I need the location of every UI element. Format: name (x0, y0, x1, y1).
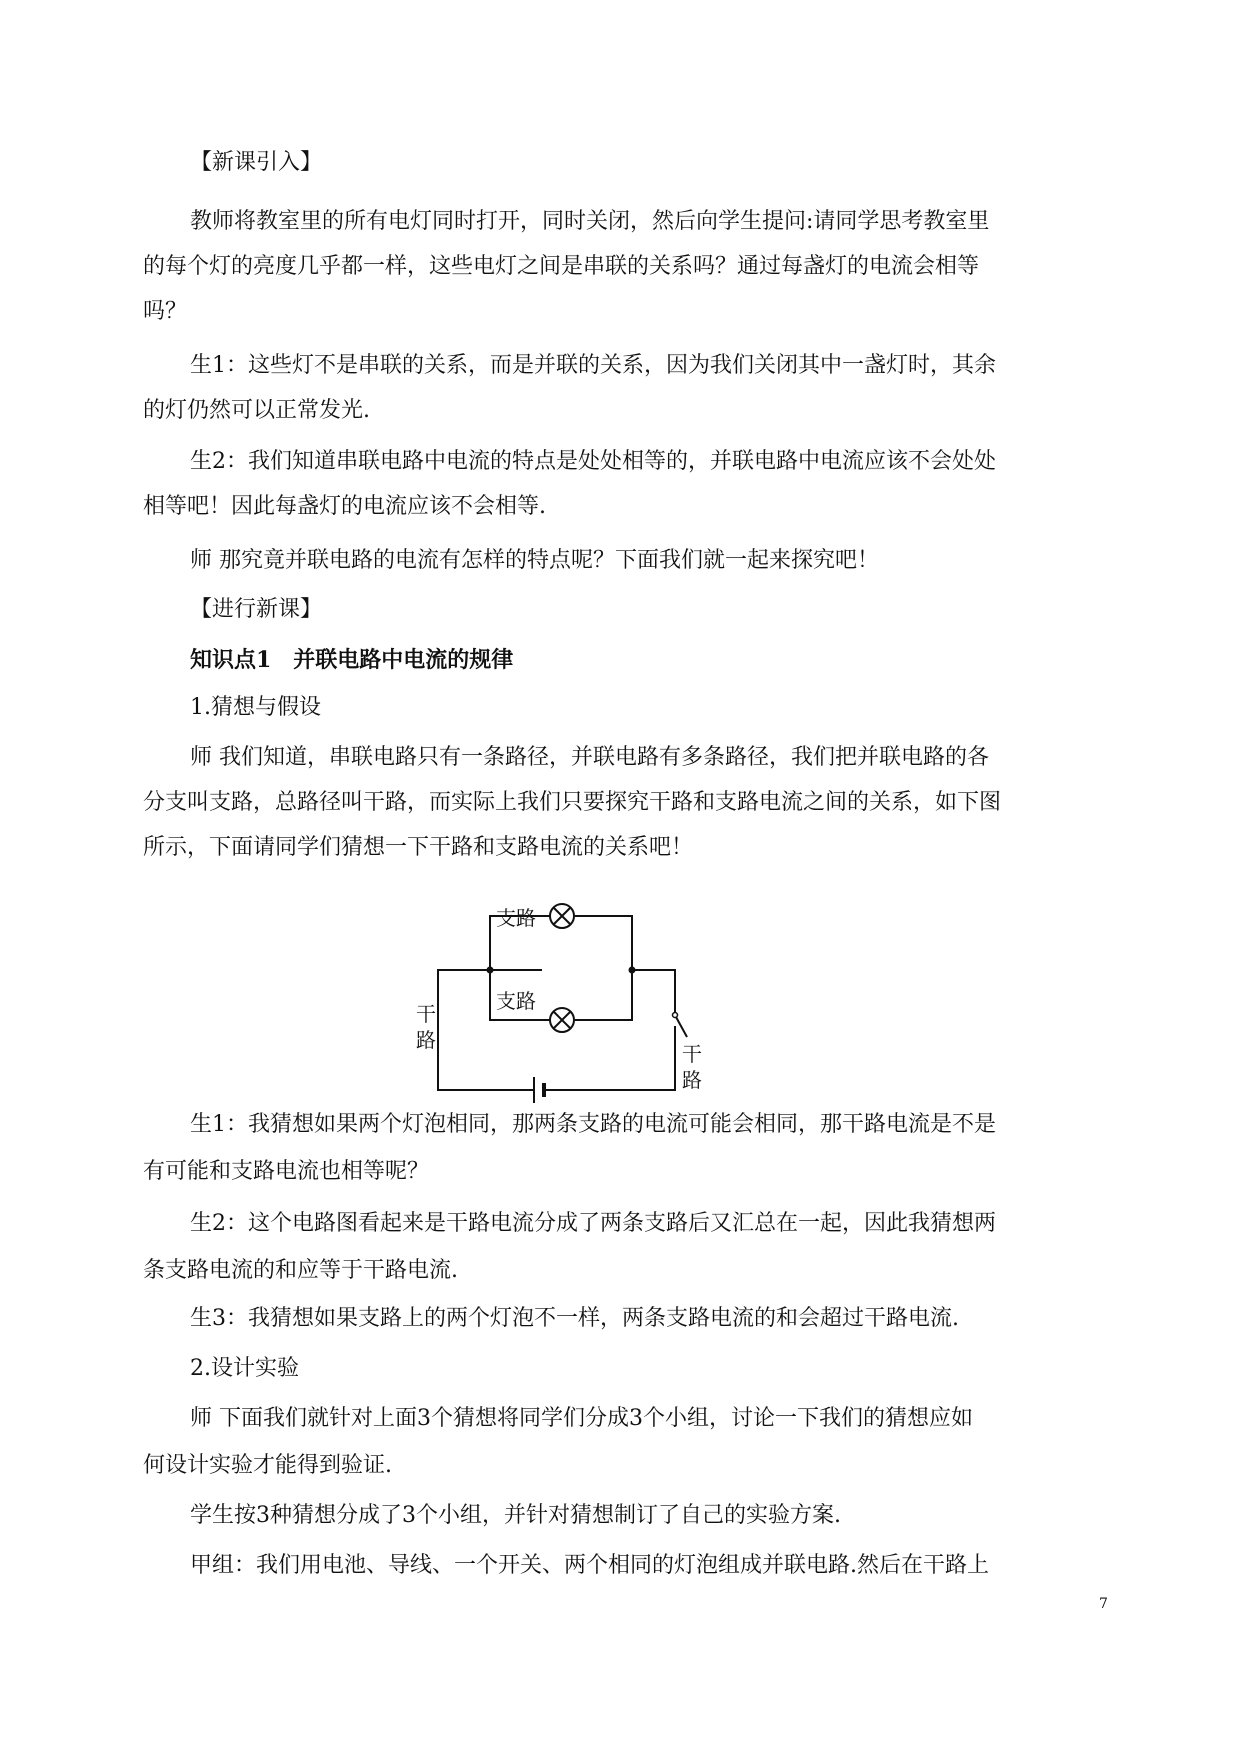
text-line-h3: 知识点1 并联电路中电流的规律 (190, 647, 514, 673)
text-line-p1a: 教师将教室里的所有电灯同时打开，同时关闭，然后向学生提问:请同学思考教室里 (190, 209, 990, 234)
text-line-p6b: 有可能和支路电流也相等呢？ (143, 1159, 430, 1184)
text-line-h2: 【进行新课】 (190, 597, 323, 622)
text-line-h1: 【新课引入】 (190, 150, 323, 175)
text-line-p9b: 何设计实验才能得到验证. (143, 1453, 392, 1478)
text-line-p7a: 生2：这个电路图看起来是干路电流分成了两条支路后又汇总在一起，因此我猜想两 (190, 1211, 996, 1236)
text-line-p8: 生3：我猜想如果支路上的两个灯泡不一样，两条支路电流的和会超过干路电流. (190, 1306, 959, 1331)
page-number: 7 (1099, 1596, 1108, 1612)
junction-dot-right (629, 967, 636, 974)
battery-icon (534, 1077, 544, 1103)
text-line-s1: 1.猜想与假设 (190, 695, 321, 720)
text-line-p9a: 师 下面我们就针对上面3个猜想将同学们分成3个小组，讨论一下我们的猜想应如 (190, 1406, 973, 1431)
text-line-p5a: 师 我们知道，串联电路只有一条路径，并联电路有多条路径，我们把并联电路的各 (190, 745, 989, 770)
text-line-p11: 甲组：我们用电池、导线、一个开关、两个相同的灯泡组成并联电路.然后在干路上 (190, 1553, 989, 1578)
text-line-p5b: 分支叫支路，总路径叫干路，而实际上我们只要探究干路和支路电流之间的关系，如下图 (143, 790, 1002, 815)
lamp-icon-top (550, 904, 574, 928)
label-trunk-left-2: 路 (416, 1028, 436, 1052)
text-line-s2: 2.设计实验 (190, 1356, 299, 1381)
label-trunk-right-2: 路 (682, 1068, 702, 1092)
text-line-p7b: 条支路电流的和应等于干路电流. (143, 1258, 458, 1283)
text-line-p5c: 所示，下面请同学们猜想一下干路和支路电流的关系吧！ (143, 835, 694, 860)
text-line-p4: 师 那究竟并联电路的电流有怎样的特点呢？下面我们就一起来探究吧！ (190, 548, 879, 573)
text-line-p10: 学生按3种猜想分成了3个小组，并针对猜想制订了自己的实验方案. (190, 1503, 841, 1528)
text-line-p1b: 的每个灯的亮度几乎都一样，这些电灯之间是串联的关系吗？通过每盏灯的电流会相等 (143, 254, 980, 279)
text-line-p2a: 生1：这些灯不是串联的关系，而是并联的关系，因为我们关闭其中一盏灯时，其余 (190, 353, 996, 378)
parallel-circuit-diagram (416, 875, 770, 1100)
label-trunk-right-1: 干 (682, 1042, 702, 1066)
text-line-p3a: 生2：我们知道串联电路中电流的特点是处处相等的，并联电路中电流应该不会处处 (190, 449, 996, 474)
text-line-p2b: 的灯仍然可以正常发光. (143, 398, 370, 423)
label-branch-top: 支路 (496, 906, 536, 930)
text-line-p1c: 吗？ (143, 299, 188, 324)
junction-dot-left (487, 967, 494, 974)
label-trunk-left-1: 干 (416, 1002, 436, 1026)
label-branch-bottom: 支路 (496, 989, 536, 1013)
lamp-icon-bottom (550, 1008, 574, 1032)
text-line-p3b: 相等吧！因此每盏灯的电流应该不会相等. (143, 494, 546, 519)
text-line-p6a: 生1：我猜想如果两个灯泡相同，那两条支路的电流可能会相同，那干路电流是不是 (190, 1112, 996, 1137)
